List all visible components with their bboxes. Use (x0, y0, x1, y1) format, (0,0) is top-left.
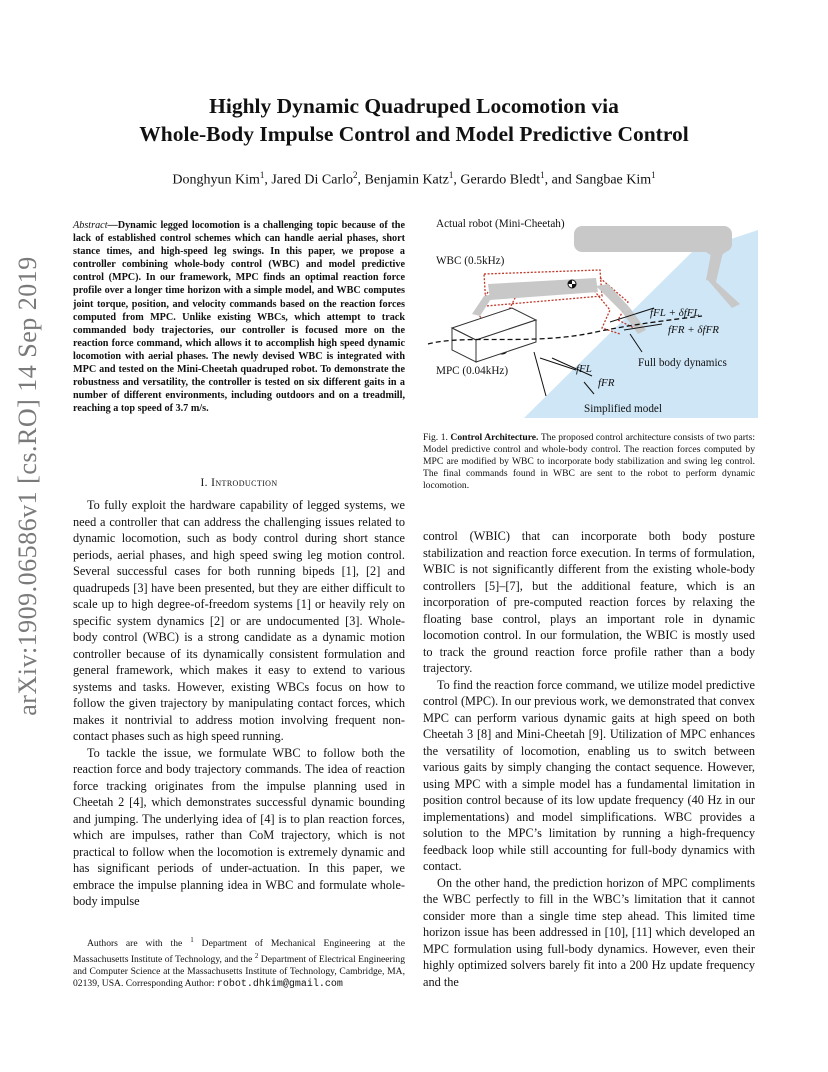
label-actual-robot: Actual robot (Mini-Cheetah) (436, 218, 565, 230)
caption-title: Control Architecture. (450, 432, 539, 443)
author-list (70, 170, 758, 189)
author-affiliation: 1 (651, 170, 656, 180)
simplified-box (452, 308, 536, 362)
abstract (73, 219, 405, 415)
footnote-sup: 1 (190, 936, 194, 944)
figure-diagram (424, 212, 758, 422)
label-full-body: Full body dynamics (638, 357, 727, 369)
paragraph: control (WBIC) that can incorporate both body posture stabilization and reaction force execution. In terms of formulation, WBIC is not significantly different from the existing whole-body controllers [5]–[7], but the additional feature, which is an incorporation of pre-computed reaction forces by relaxing the floating base control, plays an important role in dynamic locomotion control. In our formulation, the WBIC is mostly used to track the ground reaction force profile rather than a body trajectory. (423, 529, 755, 675)
label-f-fl: fFL (576, 363, 592, 375)
author-separator: , (453, 172, 461, 188)
paragraph: On the other hand, the prediction horizon of MPC compliments the WBC perfectly to fill in the WBC’s limitation that it cannot consider more than a single time step ahead. This limited time horizon issue has been addressed in [10], [11] which developed an MPC formulation using full-body dynamics. However, even their highly optimized solvers barely fit into a 200 Hz update frequency and the (423, 875, 755, 989)
paragraph: To find the reaction force command, we utilize model predictive control (MPC). In our previous work, we demonstrated that convex MPC can perform various dynamic gaits at high speed on both Cheetah 3 [8] and Mini-Cheetah [9]. Utilization of MPC enhances the versatility of locomotion, enabling us to switch between various gaits by simply changing the contact sequence. However, using MPC with a simple model has a fundamental limitation in position control because of its low update frequency (40 Hz in our implementations) and model simplifications. WBC provides a solution to the MPC’s limitation by running a high-frequency feedback loop while still accounting for full-body dynamics with contact. (423, 677, 755, 873)
section-title: Introduction (211, 477, 278, 489)
right-column-body (423, 528, 755, 990)
abstract-text: Dynamic legged locomotion is a challenging topic because of the lack of established control schemes which can handle aerial phases, short stance times, and high-speed leg swings. In this paper, we propose a controller combining whole-body control (WBC) and model predictive control (MPC). In our framework, MPC finds an optimal reaction force profile over a longer time horizon with a simple model, and WBC computes joint torque, position, and velocity commands based on the reaction forces computed from MPC. Unlike existing WBCs, which attempt to track commanded body trajectories, our controller is focused more on the reaction force command, which allows it to accomplish high speed dynamic locomotion with aerial phases. The newly devised WBC is integrated with MPC and tested on the Mini-Cheetah quadruped robot. To demonstrate the robustness and versatility, the controller is tested on six different gaits in a number of different environments, including outdoors and on a treadmill, reaching a top speed of 3.7 m/s. (73, 220, 405, 415)
paper-title (70, 92, 758, 148)
figure-caption (423, 432, 755, 492)
figure-control-architecture (424, 212, 758, 422)
footnote-text: Authors are with the (87, 938, 191, 950)
label-f-fr-delta: fFR + δfFR (668, 324, 720, 336)
footnote-sup: 2 (254, 952, 259, 961)
label-f-fr: fFR (598, 377, 615, 389)
arxiv-identifier-text: arXiv:1909.06586v1 [cs.RO] 14 Sep 2019 (13, 256, 42, 716)
author-separator: , and (544, 172, 576, 188)
author-affiliation: 1 (540, 170, 545, 180)
author-name: Gerardo Bledt (460, 172, 541, 188)
title-line-1: Highly Dynamic Quadruped Locomotion via (209, 94, 619, 118)
label-f-fl-delta: fFL + δfFL (650, 307, 700, 319)
section-number: I. (200, 477, 208, 489)
author-separator: , (357, 172, 365, 188)
arxiv-identifier (8, 256, 48, 716)
author-name: Sangbae Kim (575, 172, 652, 188)
footnote-text: Department of Mechanical Engineering at the Massachusetts Institute of Technology, and the (73, 938, 405, 966)
label-wbc: WBC (0.5kHz) (436, 255, 505, 267)
caption-label: Fig. 1. (423, 432, 448, 443)
author-name: Benjamin Katz (364, 172, 449, 188)
silhouette-body (488, 278, 598, 300)
author-affiliation: 1 (448, 170, 454, 180)
caption-text: The proposed control architecture consists of two parts: Model predictive control and whole-body control. The reaction forces computed by MPC are modified by WBC to incorporate body stabilization and swing leg control. The final commands found in WBC are sent to the robot to perform dynamic locomotion. (423, 432, 755, 491)
author-name: Jared Di Carlo (271, 172, 354, 188)
author-affiliation: 2 (353, 170, 358, 180)
silhouette-front-leg (596, 284, 630, 312)
author-name: Donghyun Kim (172, 172, 260, 188)
title-line-2: Whole-Body Impulse Control and Model Predictive Control (139, 122, 689, 146)
footnote-text: Department of Electrical Engineering and Computer Science at the Massachusetts Institute of Technology, Cambridge, MA, 02139, USA. Corresponding Author: (73, 954, 405, 990)
paragraph: To fully exploit the hardware capability of legged systems, we need a controller that can address the challenging issues related to dynamic locomotion, such as body control during short stance periods, aerial phases, and high speed swing leg motion control. Several successful cases for both running bipeds [1], [2] and quadrupeds [3] have been presented, but they are either difficult to scale up to high degree-of-freedom systems [1] or heavily rely on specific system dynamics [2] or are undocumented [3]. Whole-body control (WBC) is a strong candidate as a dynamic motion controller because of its dynamically consistent formulation and general framework, which makes it easy to extend to various systems and tasks. However, existing WBCs focus on how to follow the given trajectory by manipulating contact forces, which makes it nontrivial to address motion involving frequent non-contact phases such as high speed running. (73, 498, 405, 743)
corresponding-email[interactable]: robot.dhkim@gmail.com (216, 979, 343, 991)
section-heading-introduction (73, 477, 405, 489)
label-mpc: MPC (0.04kHz) (436, 365, 509, 377)
author-affiliation: 1 (259, 170, 265, 180)
abstract-dash: — (107, 220, 118, 231)
mpc-force-line (534, 352, 546, 396)
paragraph: To tackle the issue, we formulate WBC to follow both the reaction force and body trajectory commands. The idea of reaction force tracking originates from the impulse planning used in Cheetah 2 [4], which demonstrates successful dynamic bounding and jumping. The underlying idea of [4] is to plan reaction forces, which are impulses, rather than CoM trajectory, which is not practical to follow when the locomotion is extremely dynamic and has significant periods of under-actuation. In this paper, we embrace the impulse planning idea in WBC and formulate whole-body impulse (73, 745, 405, 908)
f-fl-arrow (540, 358, 576, 370)
author-separator: , (264, 172, 272, 188)
author-footnote (73, 934, 405, 991)
label-simplified: Simplified model (584, 403, 662, 415)
left-column-body (73, 497, 405, 910)
abstract-lead: Abstract (73, 220, 108, 231)
